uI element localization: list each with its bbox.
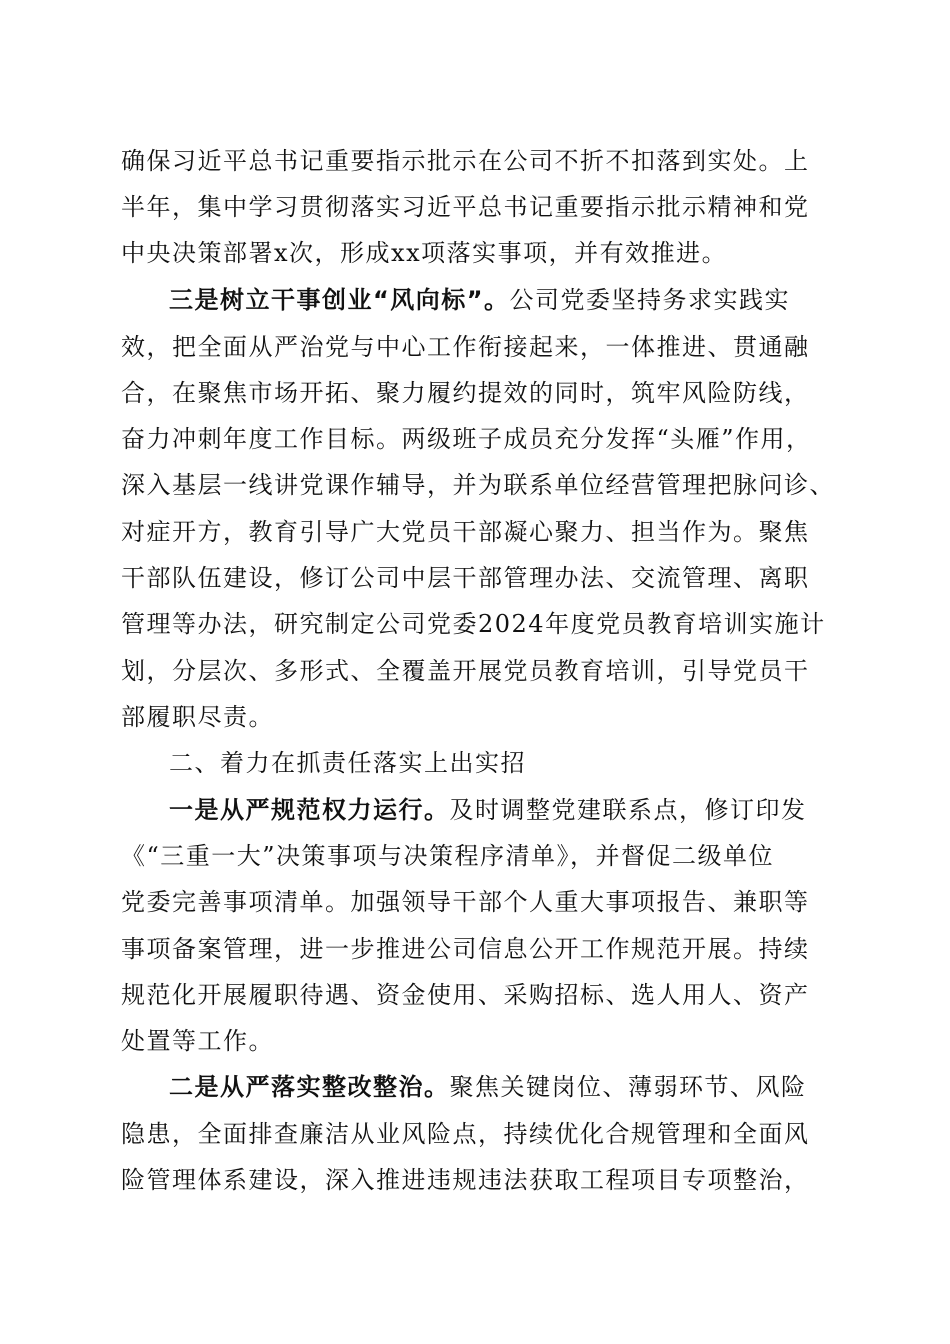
paragraph-first-line <box>169 282 790 318</box>
text-line: 对症开方，教育引导广大党员干部凝心聚力、担当作为。聚焦 <box>121 518 810 546</box>
section-heading: 二、着力在抓责任落实上出实招 <box>169 749 526 777</box>
paragraph-lead: 一是从严规范权力运行。 <box>169 796 450 824</box>
text-line: 确保习近平总书记重要指示批示在公司不折不扣落到实处。上 <box>121 147 810 175</box>
text-segment: 公司党委坚持务求实践实 <box>509 286 791 314</box>
text-segment: 及时调整党建联系点，修订印发 <box>449 796 807 824</box>
text-line: 干部队伍建设，修订公司中层干部管理办法、交流管理、离职 <box>121 564 810 592</box>
text-line: 管理等办法，研究制定公司党委2024年度党员教育培训实施计 <box>121 610 826 638</box>
text-line: 奋力冲刺年度工作目标。两级班子成员充分发挥“头雁”作用， <box>121 425 812 453</box>
text-line: 中央决策部署x次，形成xx项落实事项，并有效推进。 <box>121 239 728 267</box>
text-line: 事项备案管理，进一步推进公司信息公开工作规范开展。持续 <box>121 935 810 963</box>
paragraph-lead: 三是树立干事创业“风向标”。 <box>169 286 510 314</box>
text-segment: 聚焦关键岗位、薄弱环节、风险 <box>449 1073 807 1101</box>
text-line: 规范化开展履职待遇、资金使用、采购招标、选人用人、资产 <box>121 981 810 1009</box>
paragraph-first-line <box>169 792 807 828</box>
paragraph-first-line <box>169 1069 807 1105</box>
text-line: 效，把全面从严治党与中心工作衔接起来，一体推进、贯通融 <box>121 333 810 361</box>
text-line: 处置等工作。 <box>121 1027 274 1055</box>
text-line: 半年，集中学习贯彻落实习近平总书记重要指示批示精神和党 <box>121 193 810 221</box>
text-line: 部履职尽责。 <box>121 703 274 731</box>
text-line: 《“三重一大”决策事项与决策程序清单》，并督促二级单位 <box>121 842 775 870</box>
text-line: 深入基层一线讲党课作辅导，并为联系单位经营管理把脉问诊、 <box>121 471 835 499</box>
paragraph-lead: 二是从严落实整改整治。 <box>169 1073 450 1101</box>
text-line: 党委完善事项清单。加强领导干部个人重大事项报告、兼职等 <box>121 888 810 916</box>
text-line: 隐患，全面排查廉洁从业风险点，持续优化合规管理和全面风 <box>121 1120 810 1148</box>
text-line: 合，在聚焦市场开拓、聚力履约提效的同时，筑牢风险防线， <box>121 379 810 407</box>
text-line: 险管理体系建设，深入推进违规违法获取工程项目专项整治， <box>121 1166 810 1194</box>
text-line: 划，分层次、多形式、全覆盖开展党员教育培训，引导党员干 <box>121 657 810 685</box>
